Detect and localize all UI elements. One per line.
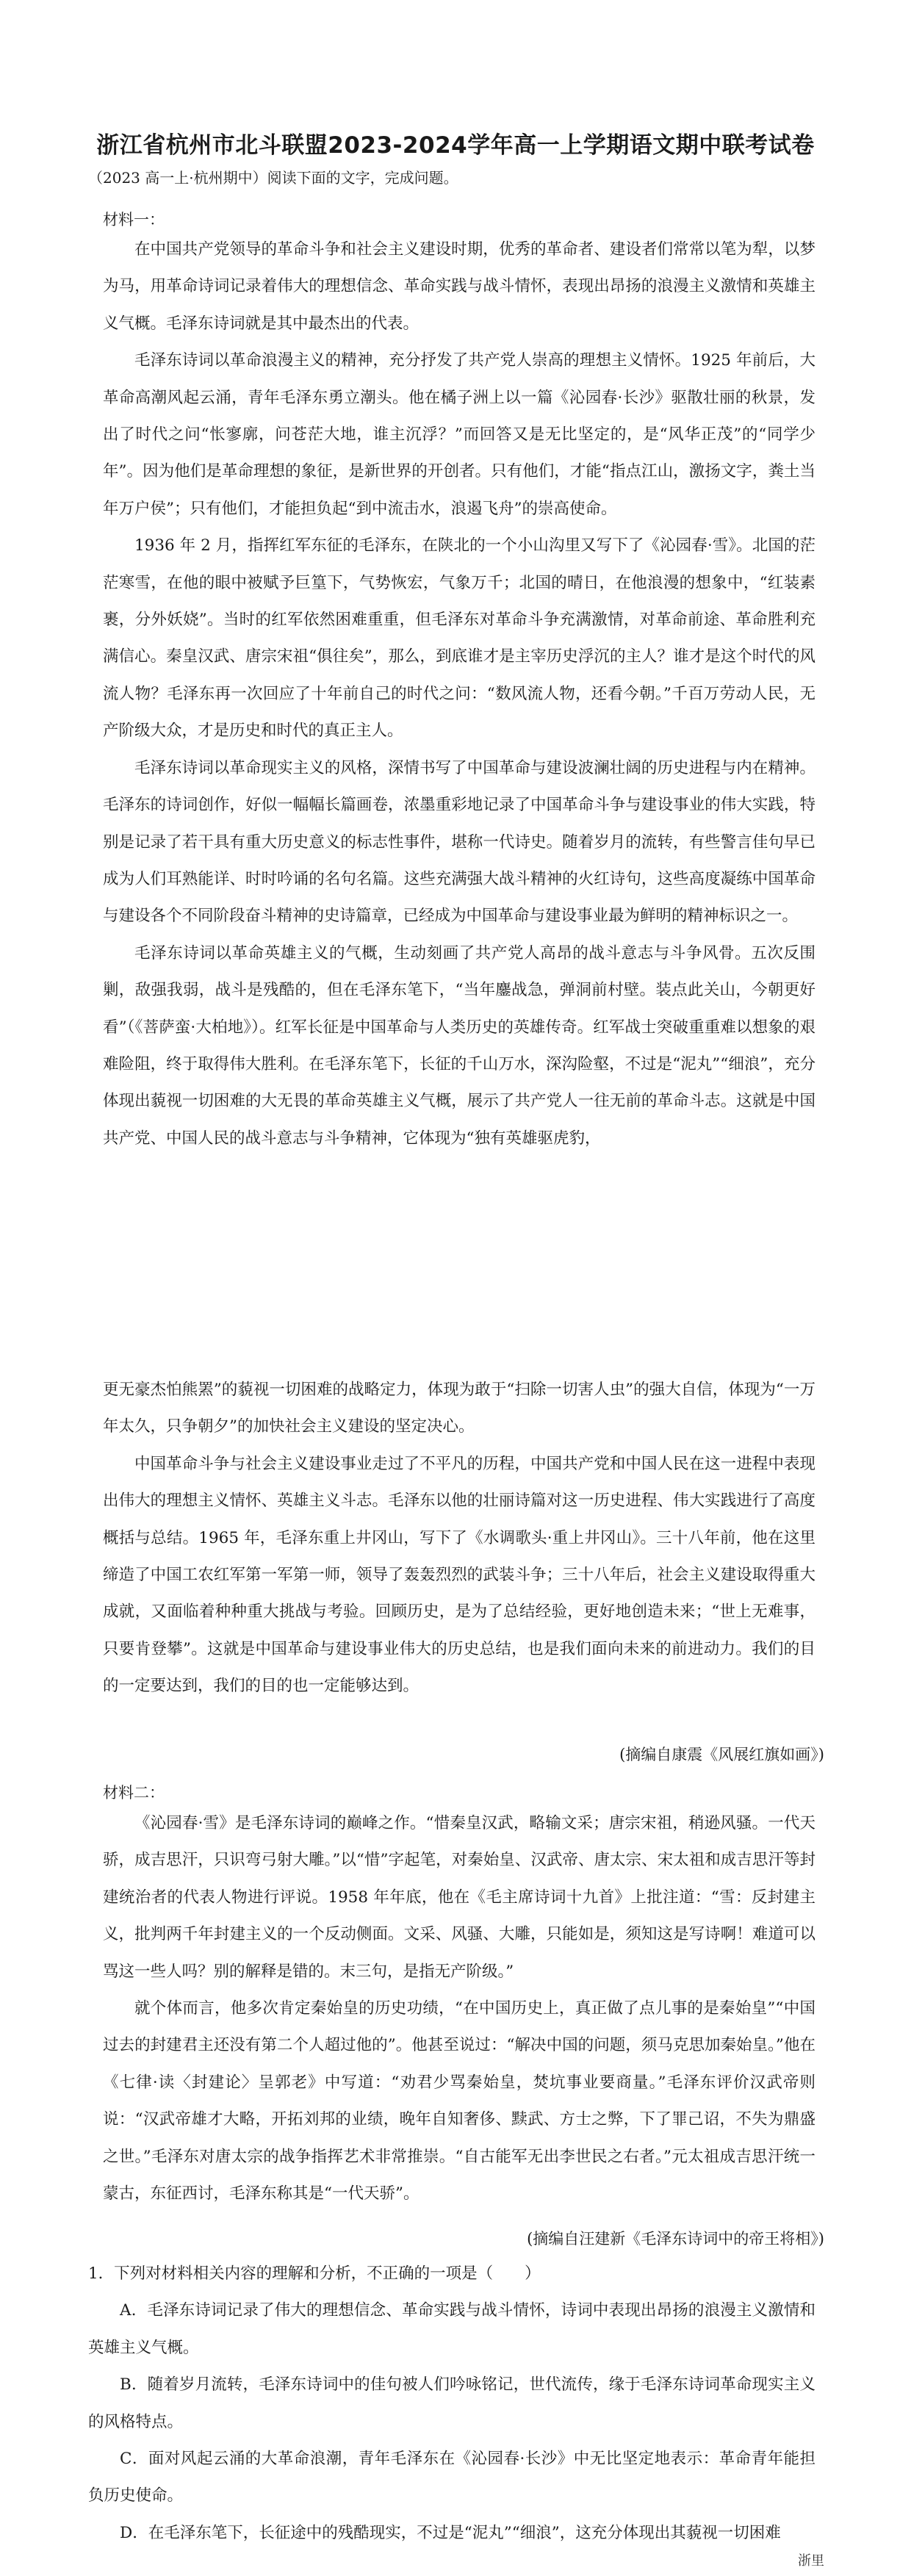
material2-paragraph: 就个体而言，他多次肯定秦始皇的历史功绩，“在中国历史上，真正做了点儿事的是秦始皇”“中国过去的封建君主还没有第二个人超过他的”。他甚至说过：“解决中国的问题，须马克思加秦始皇。”他在《七律·读〈封建论〉呈郭老》中写道：“劝君少骂秦始皇，焚坑事业要商量。”毛泽东评价汉武帝则说：“汉武帝雄才大略，开拓刘邦的业绩，晚年自知奢侈、黩武、方士之弊，下了罪己诏，不失为鼎盛之世。”毛泽东对唐太宗的战争指挥艺术非常推崇。“自古能军无出李世民之右者。”元太祖成吉思汗统一蒙古，东征西讨，毛泽东称其是“一代天骄”。 — [103, 1999, 815, 2203]
material1-source: (摘编自康震《风展红旗如画》) — [619, 1746, 824, 1763]
question-stem: 1．下列对材料相关内容的理解和分析，不正确的一项是（ ） — [88, 2264, 541, 2283]
question-option: B．随着岁月流转，毛泽东诗词中的佳句被人们吟咏铭记，世代流传，缘于毛泽东诗词革命现实主义的风格特点。 — [88, 2375, 815, 2431]
material2-source: (摘编自汪建新《毛泽东诗词中的帝王将相》) — [527, 2230, 824, 2248]
material2-paragraph: 《沁园春·雪》是毛泽东诗词的巅峰之作。“惜秦皇汉武，略输文采；唐宗宋祖，稍逊风骚。一代天骄，成吉思汗，只识弯弓射大雕。”以“惜”字起笔，对秦始皇、汉武帝、唐太宗、宋太祖和成吉思汗等封建统治者的代表人物进行评说。1958 年年底，他在《毛主席诗词十九首》上批注道：“雪：反封建主义，批判两千年封建主义的一个反动侧面。文采、风骚、大雕，只能如是，须知这是写诗啊！难道可以骂这一些人吗？别的解释是错的。末三句，是指无产阶级。” — [103, 1814, 815, 1981]
material1-paragraph: 中国革命斗争与社会主义建设事业走过了不平凡的历程，中国共产党和中国人民在这一进程中表现出伟大的理想主义情怀、英雄主义斗志。毛泽东以他的壮丽诗篇对这一历史进程、伟大实践进行了高度概括与总结。1965 年，毛泽东重上井冈山，写下了《水调歌头·重上井冈山》。三十八年前，他在这里缔造了中国工农红军第一军第一师，领导了轰轰烈烈的武装斗争；三十八年后，社会主义建设取得重大成就，又面临着种种重大挑战与考验。回顾历史，是为了总结经验，更好地创造未来；“世上无难事，只要肯登攀”。这就是中国革命与建设事业伟大的历史总结，也是我们面向未来的前进动力。我们的目的一定要达到，我们的目的也一定能够达到。 — [103, 1454, 815, 1696]
material1-paragraph: 毛泽东诗词以革命现实主义的风格，深情书写了中国革命与建设波澜壮阔的历史进程与内在精神。毛泽东的诗词创作，好似一幅幅长篇画卷，浓墨重彩地记录了中国革命斗争与建设事业的伟大实践，特别是记录了若干具有重大历史意义的标志性事件，堪称一代诗史。随着岁月的流转，有些警言佳句早已成为人们耳熟能详、时时吟诵的名句名篇。这些充满强大战斗精神的火红诗句，这些高度凝练中国革命与建设各个不同阶段奋斗精神的史诗篇章，已经成为中国革命与建设事业最为鲜明的精神标识之一。 — [103, 758, 815, 926]
material1-label: 材料一： — [103, 211, 165, 229]
question-option: A．毛泽东诗词记录了伟大的理想信念、革命实践与战斗情怀，诗词中表现出昂扬的浪漫主义激情和英雄主义气概。 — [88, 2301, 815, 2357]
corner-mark: 浙里 — [798, 2553, 824, 2569]
material1-paragraph: 毛泽东诗词以革命英雄主义的气概，生动刻画了共产党人高昂的战斗意志与斗争风骨。五次反围剿，敌强我弱，战斗是残酷的，但在毛泽东笔下，“当年鏖战急，弹洞前村壁。装点此关山，今朝更好看”（《菩萨蛮·大柏地》）。红军长征是中国革命与人类历史的英雄传奇。红军战士突破重重难以想象的艰难险阻，终于取得伟大胜利。在毛泽东笔下，长征的千山万水，深沟险壑，不过是“泥丸”“细浪”，充分体现出藐视一切困难的大无畏的革命英雄主义气概，展示了共产党人一往无前的革命斗志。这就是中国共产党、中国人民的战斗意志与斗争精神，它体现为“独有英雄驱虎豹， — [103, 943, 815, 1148]
material1-paragraph: 更无豪杰怕熊罴”的藐视一切困难的战略定力，体现为敢于“扫除一切害人虫”的强大自信，体现为“一万年太久，只争朝夕”的加快社会主义建设的坚定决心。 — [103, 1381, 815, 1436]
material1-paragraph: 在中国共产党领导的革命斗争和社会主义建设时期，优秀的革命者、建设者们常常以笔为犁，以梦为马，用革命诗词记录着伟大的理想信念、革命实践与战斗情怀，表现出昂扬的浪漫主义激情和英雄主义气概。毛泽东诗词就是其中最杰出的代表。 — [103, 240, 815, 333]
question-option: C．面对风起云涌的大革命浪潮，青年毛泽东在《沁园春·长沙》中无比坚定地表示：革命青年能担负历史使命。 — [88, 2450, 815, 2505]
question-option: D．在毛泽东笔下，长征途中的残酷现实，不过是“泥丸”“细浪”，这充分体现出其藐视一切困难 — [120, 2523, 781, 2542]
material1-paragraph: 1936 年 2 月，指挥红军东征的毛泽东，在陕北的一个小山沟里又写下了《沁园春·雪》。北国的茫茫寒雪，在他的眼中被赋予巨篁下，气势恢宏，气象万千；北国的晴日，在他浪漫的想象中，“红装素裹，分外妖娆”。当时的红军依然困难重重，但毛泽东对革命斗争充满激情，对革命前途、革命胜利充满信心。秦皇汉武、唐宗宋祖“俱往矣”，那么，到底谁才是主宰历史浮沉的主人？谁才是这个时代的风流人物？毛泽东再一次回应了十年前自己的时代之问：“数风流人物，还看今朝。”千百万劳动人民，无产阶级大众，才是历史和时代的真正主人。 — [103, 536, 815, 741]
question-intro: （2023 高一上·杭州期中）阅读下面的文字，完成问题。 — [88, 169, 458, 187]
page-title: 浙江省杭州市北斗联盟2023-2024学年高一上学期语文期中联考试卷 — [96, 132, 815, 159]
material1-text-bottom — [103, 1372, 815, 1705]
material2-label: 材料二： — [103, 1784, 165, 1802]
question-1 — [88, 2256, 815, 2552]
material1-paragraph: 毛泽东诗词以革命浪漫主义的精神，充分抒发了共产党人崇高的理想主义情怀。1925 年前后，大革命高潮风起云涌，青年毛泽东勇立潮头。他在橘子洲上以一篇《沁园春·长沙》驱散壮丽的秋景，发出了时代之问“怅寥廓，问苍茫大地，谁主沉浮？”而回答又是无比坚定的，是“风华正茂”的“同学少年”。因为他们是革命理想的象征，是新世界的开创者。只有他们，才能“指点江山，激扬文字，粪土当年万户侯”；只有他们，才能担负起“到中流击水，浪遏飞舟”的崇高使命。 — [103, 351, 815, 518]
material1-text-top — [103, 231, 815, 1157]
material2-text — [103, 1805, 815, 2212]
